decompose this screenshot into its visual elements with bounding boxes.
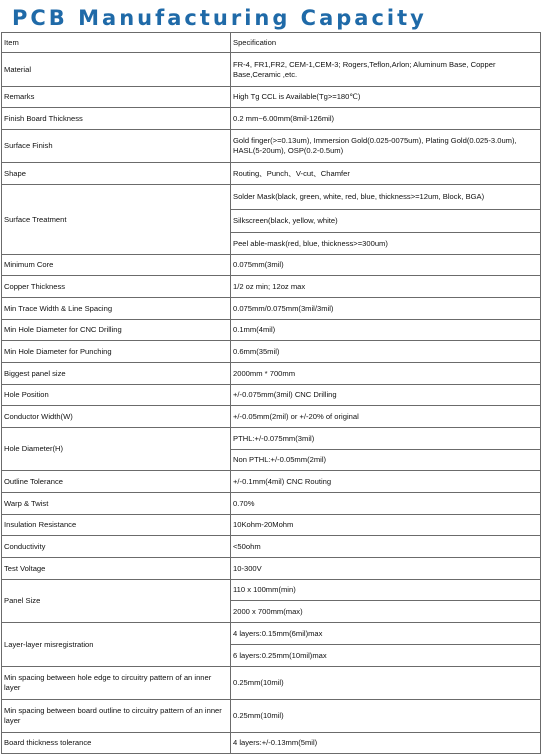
row-item: Surface Treatment xyxy=(2,185,231,255)
row-item: Conductivity xyxy=(2,536,231,558)
row-spec: Silkscreen(black, yellow, white) xyxy=(231,210,541,233)
row-spec: 10-300V xyxy=(231,558,541,580)
row-spec: Peel able-mask(red, blue, thickness>=300um) xyxy=(231,233,541,255)
table-row xyxy=(2,385,541,406)
table-row xyxy=(2,733,541,754)
row-item: Material xyxy=(2,53,231,87)
table-row xyxy=(2,108,541,130)
table-row xyxy=(2,471,541,493)
table-row xyxy=(2,406,541,428)
table-row xyxy=(2,428,541,450)
row-spec: Routing、Punch、V-cut、Chamfer xyxy=(231,163,541,185)
row-spec: Solder Mask(black, green, white, red, blue, thickness>=12um, Block, BGA) xyxy=(231,185,541,210)
row-item: Min Trace Width & Line Spacing xyxy=(2,298,231,320)
row-item: Min spacing between hole edge to circuitry pattern of an inner layer xyxy=(2,667,231,700)
row-spec: 0.075mm(3mil) xyxy=(231,255,541,276)
table-row xyxy=(2,163,541,185)
table-row xyxy=(2,363,541,385)
row-spec: Non PTHL:+/-0.05mm(2mil) xyxy=(231,450,541,471)
row-spec: +/-0.075mm(3mil) CNC Drilling xyxy=(231,385,541,406)
table-row xyxy=(2,515,541,536)
row-item: Min spacing between board outline to circuitry pattern of an inner layer xyxy=(2,700,231,733)
row-item: Outline Tolerance xyxy=(2,471,231,493)
row-spec: High Tg CCL is Available(Tg>=180℃) xyxy=(231,87,541,108)
row-item: Insulation Resistance xyxy=(2,515,231,536)
row-spec: 0.2 mm~6.00mm(8mil-126mil) xyxy=(231,108,541,130)
row-spec: 10Kohm-20Mohm xyxy=(231,515,541,536)
table-row xyxy=(2,493,541,515)
row-item: Shape xyxy=(2,163,231,185)
row-item: Layer-layer misregistration xyxy=(2,623,231,667)
row-spec: FR-4, FR1,FR2, CEM-1,CEM-3; Rogers,Teflon,Arlon; Aluminum Base, Copper Base,Ceramic ,etc. xyxy=(231,53,541,87)
table-row xyxy=(2,298,541,320)
table-row xyxy=(2,667,541,700)
row-item: Hole Position xyxy=(2,385,231,406)
row-item: Test Voltage xyxy=(2,558,231,580)
row-spec: 4 layers:+/-0.13mm(5mil) xyxy=(231,733,541,754)
row-spec: Gold finger(>=0.13um), Immersion Gold(0.025-0075um), Plating Gold(0.025-3.0um), HASL(5-20um), OSP(0.2-0.5um) xyxy=(231,130,541,163)
table-row xyxy=(2,276,541,298)
row-spec: 1/2 oz min; 12oz max xyxy=(231,276,541,298)
table-row xyxy=(2,623,541,645)
row-item: Warp & Twist xyxy=(2,493,231,515)
table-row xyxy=(2,130,541,163)
row-item: Surface Finish xyxy=(2,130,231,163)
capacity-table-body xyxy=(2,33,541,754)
header-spec: Specification xyxy=(231,33,541,53)
row-spec: 6 layers:0.25mm(10mil)max xyxy=(231,645,541,667)
row-item: Remarks xyxy=(2,87,231,108)
row-item: Min Hole Diameter for CNC Drilling xyxy=(2,320,231,341)
row-item: Min Hole Diameter for Punching xyxy=(2,341,231,363)
table-row xyxy=(2,341,541,363)
row-item: Minimum Core xyxy=(2,255,231,276)
row-spec: 0.25mm(10mil) xyxy=(231,700,541,733)
row-item: Biggest panel size xyxy=(2,363,231,385)
row-spec: 2000mm * 700mm xyxy=(231,363,541,385)
row-spec: +/-0.05mm(2mil) or +/-20% of original xyxy=(231,406,541,428)
row-spec: 0.075mm/0.075mm(3mil/3mil) xyxy=(231,298,541,320)
row-spec: +/-0.1mm(4mil) CNC Routing xyxy=(231,471,541,493)
table-row xyxy=(2,53,541,87)
capacity-table xyxy=(1,32,541,754)
header-item: Item xyxy=(2,33,231,53)
table-row xyxy=(2,700,541,733)
row-spec: 0.70% xyxy=(231,493,541,515)
table-row xyxy=(2,185,541,210)
row-spec: <50ohm xyxy=(231,536,541,558)
row-item: Finish Board Thickness xyxy=(2,108,231,130)
table-row xyxy=(2,580,541,601)
row-spec: PTHL:+/-0.075mm(3mil) xyxy=(231,428,541,450)
table-row xyxy=(2,536,541,558)
row-spec: 110 x 100mm(min) xyxy=(231,580,541,601)
row-item: Conductor Width(W) xyxy=(2,406,231,428)
table-row xyxy=(2,87,541,108)
row-item: Copper Thickness xyxy=(2,276,231,298)
row-spec: 0.25mm(10mil) xyxy=(231,667,541,700)
page-title: PCB Manufacturing Capacity xyxy=(12,6,427,30)
row-spec: 0.1mm(4mil) xyxy=(231,320,541,341)
table-row xyxy=(2,255,541,276)
table-header-row xyxy=(2,33,541,53)
row-spec: 4 layers:0.15mm(6mil)max xyxy=(231,623,541,645)
row-spec: 2000 x 700mm(max) xyxy=(231,601,541,623)
table-row xyxy=(2,320,541,341)
table-row xyxy=(2,558,541,580)
row-item: Hole Diameter(H) xyxy=(2,428,231,471)
row-item: Panel Size xyxy=(2,580,231,623)
row-spec: 0.6mm(35mil) xyxy=(231,341,541,363)
row-item: Board thickness tolerance xyxy=(2,733,231,754)
